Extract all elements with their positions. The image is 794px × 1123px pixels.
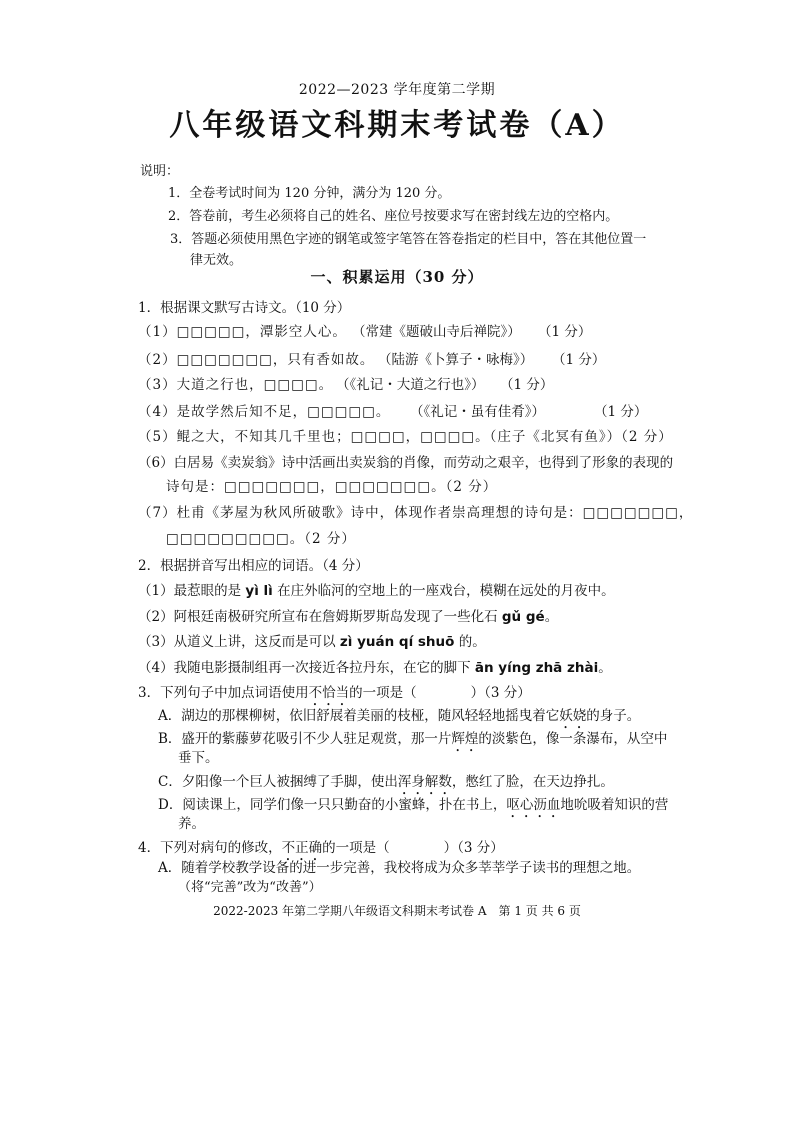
q2-item-2-text: （2）阿根廷南极研究所宣布在詹姆斯罗斯岛发现了一些化石 xyxy=(138,609,502,625)
q1-item-3-source: （《礼记・大道之行也》） xyxy=(336,377,485,393)
q2-item-2 xyxy=(138,605,558,625)
q2-item-4-text: 。 xyxy=(598,660,612,676)
pinyin-text: yì lì xyxy=(245,583,273,599)
q2-item-1-text: 在庄外临河的空地上的一座戏台，模糊在远处的月夜中。 xyxy=(272,583,615,599)
q1-item-5: （5）鲲之大，不知其几千里也；□□□□，□□□□。（庄子《北冥有鱼》）（2 分） xyxy=(138,429,673,445)
q1-item-4-score: （1 分） xyxy=(594,404,648,420)
q2-item-1-text: （1）最惹眼的是 xyxy=(138,583,246,599)
q4-stem-text: 的一项是（ ）（3 分） xyxy=(322,840,504,856)
option-text: B．盛开的紫藤萝花吸引不少人驻足观赏，那一片 xyxy=(158,731,452,747)
q1-item-2-source: （陆游《卜算子・咏梅》） xyxy=(378,352,534,368)
q4-stem-emphasis: 不正确 xyxy=(281,840,323,856)
pinyin-text: zì yuán qí shuō xyxy=(339,634,455,650)
q1-item-2-score: （1 分） xyxy=(552,352,606,368)
exam-title: 八年级语文科期末考试卷（A） xyxy=(169,108,625,143)
option-text: 地吮吸着知识的营 xyxy=(560,797,669,813)
q3-option-d-cont: 养。 xyxy=(178,816,205,832)
option-text: 的淡紫色，像一条瀑布，从空中 xyxy=(478,731,668,747)
option-emphasis: 浑身解数 xyxy=(397,774,452,790)
option-emphasis: 呕心沥血 xyxy=(506,797,561,813)
option-text: C．夕阳像一个巨人被捆缚了手脚，使出 xyxy=(158,774,398,790)
q2-item-3-text: （3）从道义上讲，这反而是可以 xyxy=(138,634,340,650)
q3-stem-text: 的一项是（ ）（3 分） xyxy=(349,685,531,701)
q3-stem-emphasis: 不恰当 xyxy=(308,685,350,701)
q1-item-6-line1: （6）白居易《卖炭翁》诗中活画出卖炭翁的肖像，而劳动之艰辛，也得到了形象的表现的 xyxy=(138,455,674,471)
q4-stem-text: 4．下列对病句的修改， xyxy=(138,840,282,856)
instruction-item: 律无效。 xyxy=(190,253,243,268)
question-2-stem: 2．根据拼音写出相应的词语。（4 分） xyxy=(138,558,369,574)
q1-item-1-source: （常建《题破山寺后禅院》） xyxy=(352,324,521,340)
q3-stem-text: 3．下列句子中加点词语使用 xyxy=(138,685,309,701)
instructions-label: 说明： xyxy=(140,164,180,179)
q4-option-a: A．随着学校教学设备的进一步完善，我校将成为众多莘莘学子读书的理想之地。 xyxy=(158,860,641,876)
pinyin-text: gǔ gé xyxy=(501,609,545,625)
q1-item-1-score: （1 分） xyxy=(538,324,592,340)
q4-option-a-note: （将“完善”改为“改善”） xyxy=(178,880,322,895)
section-title: 一、积累运用（30 分） xyxy=(310,268,484,286)
q3-option-b xyxy=(158,727,667,755)
q1-item-2: （2）□□□□□□□，只有香如故。 xyxy=(138,352,375,368)
option-text: ，憋红了脸，在天边挣扎。 xyxy=(451,774,614,790)
option-text: 的身子。 xyxy=(586,708,641,724)
instruction-item: 1．全卷考试时间为 120 分钟，满分为 120 分。 xyxy=(168,186,451,201)
option-text: A．湖边的那棵柳树，依旧舒展着美丽的枝桠，随风轻轻地摇曳着它 xyxy=(158,708,560,724)
instruction-item: 3．答题必须使用黑色字迹的钢笔或签字笔答在答卷指定的栏目中，答在其他位置一 xyxy=(170,232,647,247)
q2-item-3-text: 的。 xyxy=(454,634,486,650)
q2-item-2-text: 。 xyxy=(544,609,559,625)
q1-item-3-score: （1 分） xyxy=(500,377,554,393)
q1-item-4: （4）是故学然后知不足，□□□□□。 xyxy=(138,404,391,420)
q1-item-7-line1: （7）杜甫《茅屋为秋风所破歌》诗中，体现作者崇高理想的诗句是：□□□□□□□， xyxy=(138,505,694,521)
q2-item-4 xyxy=(138,656,612,676)
q1-item-3: （3）大道之行也，□□□□。 xyxy=(138,377,334,393)
pinyin-text: ān yíng zhā zhài xyxy=(474,660,599,676)
option-emphasis: 辉煌 xyxy=(451,731,479,747)
q3-option-d xyxy=(158,793,668,821)
q1-item-1: （1）□□□□□，潭影空人心。 xyxy=(138,324,347,340)
q2-item-1 xyxy=(138,579,615,599)
page-footer: 2022-2023 年第二学期八年级语文科期末考试卷 A 第 1 页 共 6 页 xyxy=(213,904,581,918)
q2-item-3 xyxy=(138,630,486,650)
option-emphasis: 妖娆 xyxy=(559,708,587,724)
q2-item-4-text: （4）我随电影摄制组再一次接近各拉丹东，在它的脚下 xyxy=(138,660,475,676)
instruction-item: 2．答卷前，考生必须将自己的姓名、座位号按要求写在密封线左边的空格内。 xyxy=(168,209,619,224)
q1-item-7-line2: □□□□□□□□□。（2 分） xyxy=(166,531,356,547)
q1-item-4-source: （《礼记・虽有佳肴》） xyxy=(410,404,545,420)
q3-option-b-cont: 垂下。 xyxy=(178,750,219,766)
question-1-stem: 1．根据课文默写古诗文。（10 分） xyxy=(138,300,351,316)
q1-item-6-line2: 诗句是：□□□□□□□，□□□□□□□。（2 分） xyxy=(166,479,498,495)
option-text: D．阅读课上，同学们像一只只勤奋的小蜜蜂，扑在书上， xyxy=(158,797,507,813)
term-line: 2022—2023 学年度第二学期 xyxy=(298,82,496,98)
